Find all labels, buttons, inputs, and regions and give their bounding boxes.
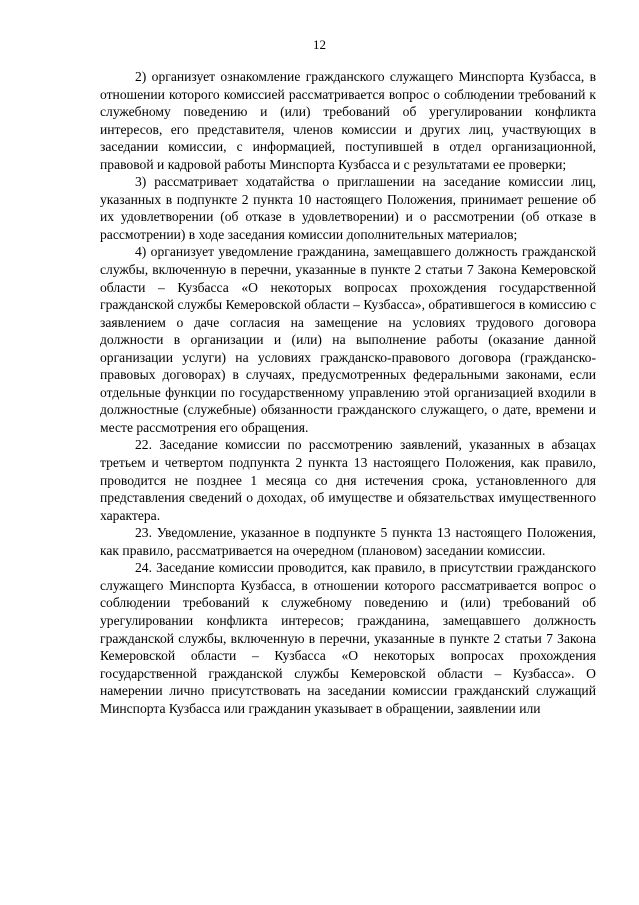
paragraph-clause-22: 22. Заседание комиссии по рассмотрению заявлений, указанных в абзацах третьем и четвертом подпункта 2 пункта 13 настоящего Положения, как правило, проводится не позднее 1 месяца со дня истечения срока, установленного для представления сведений о доходах, об имуществе и обязательствах имущественного характера. [100,437,596,523]
paragraph-item-3: 3) рассматривает ходатайства о приглашении на заседание комиссии лиц, указанных в подпункте 2 пункта 10 настоящего Положения, принимает решение об их удовлетворении (об отказе в удовлетворении) и о рассмотрении (об отказе в рассмотрении) в ходе заседания комиссии дополнительных материалов; [100,174,596,242]
document-body [100,68,596,717]
paragraph-item-4: 4) организует уведомление гражданина, замещавшего должность гражданской службы, включенную в перечни, указанные в пункте 2 статьи 7 Закона Кемеровской области – Кузбасса «О некоторых вопросах прохождения государственной гражданской службы Кемеровской области – Кузбасса», обратившегося в комиссию с заявлением о даче согласия на замещение на условиях трудового договора должности в организации и (или) на выполнение работы (оказание данной организации услуги) на условиях гражданско-правового договора (гражданско-правовых договорах) в случаях, предусмотренных федеральными законами, если отдельные функции по государственному управлению этой организацией входили в должностные (служебные) обязанности гражданского служащего, о дате, времени и месте рассмотрения его обращения. [100,244,596,435]
paragraph-clause-23: 23. Уведомление, указанное в подпункте 5 пункта 13 настоящего Положения, как правило, рассматривается на очередном (плановом) заседании комиссии. [100,525,596,558]
paragraph-clause-24: 24. Заседание комиссии проводится, как правило, в присутствии гражданского служащего Минспорта Кузбасса, в отношении которого рассматривается вопрос о соблюдении требований к служебному поведению и (или) требований об урегулировании конфликта интересов; гражданина, замещавшего должность гражданской службы, включенную в перечни, указанные в пункте 2 статьи 7 Закона Кемеровской области – Кузбасса «О некоторых вопросах прохождения государственной гражданской службы Кемеровской области – Кузбасса». О намерении лично присутствовать на заседании комиссии гражданский служащий Минспорта Кузбасса или гражданин указывает в обращении, заявлении или [100,560,596,716]
paragraph-item-2: 2) организует ознакомление гражданского служащего Минспорта Кузбасса, в отношении которого комиссией рассматривается вопрос о соблюдении требований к служебному поведению и (или) требований об урегулировании конфликта интересов, его представителя, членов комиссии и других лиц, участвующих в заседании комиссии, с информацией, поступившей в отдел организационной, правовой и кадровой работы Минспорта Кузбасса и с результатами ее проверки; [100,69,596,172]
page-number: 12 [313,37,326,52]
